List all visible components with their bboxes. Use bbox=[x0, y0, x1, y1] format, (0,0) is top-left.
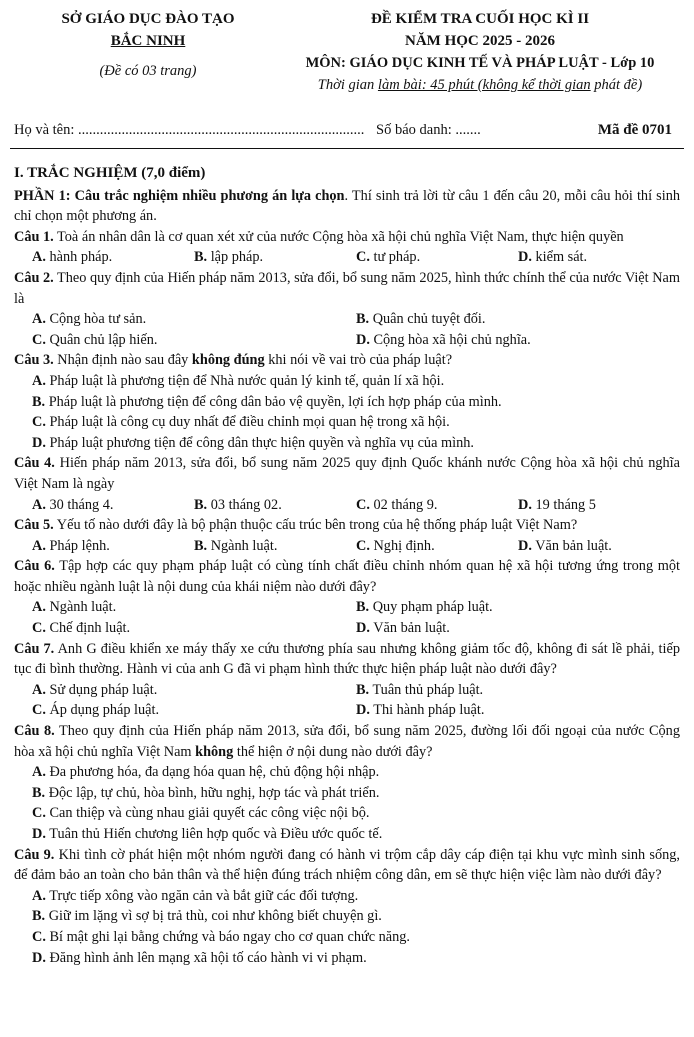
exam-body bbox=[14, 163, 680, 968]
section-title: I. TRẮC NGHIỆM (7,0 điểm) bbox=[14, 165, 206, 181]
time-suffix: phát đề) bbox=[590, 77, 643, 93]
question-text: Yếu tố nào dưới đây là bộ phận thuộc cấu trúc bên trong của hệ thống pháp luật Việt Nam? bbox=[53, 517, 578, 534]
option-d[interactable] bbox=[356, 618, 680, 639]
options-q6-row1 bbox=[14, 597, 680, 618]
option-c[interactable] bbox=[356, 536, 518, 557]
part1-label: PHẦN 1: Câu trắc nghiệm nhiều phương án lựa chọn bbox=[14, 187, 345, 204]
question-text: Toà án nhân dân là cơ quan xét xử của nước Cộng hòa xã hội chủ nghĩa Việt Nam, thực hiện quyền bbox=[53, 228, 624, 245]
part1-intro bbox=[14, 186, 680, 227]
option-key: D. bbox=[356, 702, 370, 719]
options-q6-row2 bbox=[14, 618, 680, 639]
question-number: Câu 4. bbox=[14, 455, 55, 472]
option-key: B. bbox=[194, 496, 208, 513]
option-text: Áp dụng pháp luật. bbox=[45, 702, 160, 719]
option-a[interactable] bbox=[14, 762, 680, 783]
option-text: Văn bản luật. bbox=[369, 620, 450, 637]
question-8 bbox=[14, 721, 680, 762]
exam-title: ĐỀ KIỂM TRA CUỐI HỌC KÌ II bbox=[370, 11, 590, 27]
option-b[interactable] bbox=[14, 783, 680, 804]
question-text: thể hiện ở nội dung nào dưới đây? bbox=[233, 743, 433, 760]
header-divider bbox=[10, 148, 684, 149]
option-text: Bí mật ghi lại bằng chứng và báo ngay cho cơ quan chức năng. bbox=[45, 928, 411, 945]
option-a[interactable] bbox=[32, 536, 194, 557]
option-key: B. bbox=[32, 393, 46, 410]
option-a[interactable] bbox=[32, 597, 356, 618]
option-d[interactable] bbox=[14, 948, 680, 969]
option-text: Thi hành pháp luật. bbox=[369, 702, 485, 719]
question-number: Câu 3. bbox=[14, 352, 54, 369]
option-text: Giữ im lặng vì sợ bị trả thù, coi như không biết chuyện gì. bbox=[45, 908, 382, 925]
option-b[interactable] bbox=[356, 680, 680, 701]
option-key: C. bbox=[356, 249, 370, 266]
option-key: B. bbox=[356, 599, 370, 616]
option-text: Quân chủ tuyệt đối. bbox=[369, 311, 486, 328]
option-text: Trực tiếp xông vào ngăn cản và bắt giữ các đối tượng. bbox=[45, 887, 359, 904]
option-text: 02 tháng 9. bbox=[369, 496, 438, 513]
option-key: D. bbox=[356, 620, 370, 637]
option-key: C. bbox=[32, 620, 46, 637]
option-d[interactable] bbox=[356, 700, 680, 721]
student-name-field[interactable]: Họ và tên: ............................................................................... bbox=[14, 122, 365, 138]
option-key: C. bbox=[32, 805, 46, 822]
option-text: Pháp luật là phương tiện để công dân bảo vệ quyền, lợi ích hợp pháp của mình. bbox=[45, 393, 502, 410]
option-text: Pháp luật là phương tiện để Nhà nước quản lý kinh tế, quản lí xã hội. bbox=[45, 372, 445, 389]
option-text: Pháp luật phương tiện để công dân thực hiện quyền và nghĩa vụ của mình. bbox=[45, 434, 474, 451]
question-emphasis: không bbox=[195, 743, 234, 760]
option-key: B. bbox=[32, 784, 46, 801]
option-text: 19 tháng 5 bbox=[531, 496, 596, 513]
page-count-note: (Đề có 03 trang) bbox=[99, 63, 197, 79]
province-name: BẮC NINH bbox=[110, 33, 186, 49]
option-a[interactable] bbox=[32, 247, 194, 268]
option-key: B. bbox=[356, 681, 370, 698]
header-right bbox=[280, 8, 680, 96]
option-text: 03 tháng 02. bbox=[207, 496, 282, 513]
option-text: Tuân thủ pháp luật. bbox=[369, 681, 484, 698]
option-key: A. bbox=[32, 599, 46, 616]
question-text: Khi tình cờ phát hiện một nhóm người đang có hành vi trộm cắp dây cáp điện tại khu vực mình sinh sống, để đảm bảo an toàn cho bản thân và thể hiện đúng trách nhiệm công dân, em sẽ thực hiện việc làm nào dưới đây? bbox=[14, 846, 680, 884]
option-a[interactable] bbox=[32, 495, 194, 516]
option-d[interactable] bbox=[356, 330, 680, 351]
option-key: D. bbox=[518, 537, 532, 554]
option-b[interactable] bbox=[194, 247, 356, 268]
option-b[interactable] bbox=[14, 392, 680, 413]
option-d[interactable] bbox=[14, 433, 680, 454]
option-key: D. bbox=[32, 949, 46, 966]
option-key: C. bbox=[32, 331, 46, 348]
question-2 bbox=[14, 268, 680, 309]
subject-line: MÔN: GIÁO DỤC KINH TẾ VÀ PHÁP LUẬT - Lớp 10 bbox=[305, 55, 655, 71]
option-text: Quy phạm pháp luật. bbox=[369, 599, 493, 616]
question-text: Theo quy định của Hiến pháp năm 2013, sửa đổi, bổ sung năm 2025, đường lối đối ngoại của nước Cộng hòa xã hội chủ nghĩa Việt Nam bbox=[14, 723, 680, 760]
option-key: A. bbox=[32, 681, 46, 698]
option-text: tư pháp. bbox=[369, 249, 421, 266]
options-q1 bbox=[14, 247, 680, 268]
option-text: Văn bản luật. bbox=[531, 537, 612, 554]
option-key: C. bbox=[356, 496, 370, 513]
question-text: Tập hợp các quy phạm pháp luật có cùng tính chất điều chỉnh nhóm quan hệ xã hội tương ứng trong một hoặc nhiều ngành luật là nội dung của khái niệm nào dưới đây? bbox=[14, 558, 680, 595]
option-d[interactable] bbox=[14, 824, 680, 845]
option-text: Chế định luật. bbox=[45, 620, 131, 637]
option-text: Đa phương hóa, đa dạng hóa quan hệ, chủ động hội nhập. bbox=[45, 764, 380, 781]
question-number: Câu 2. bbox=[14, 269, 54, 286]
option-key: D. bbox=[32, 434, 46, 451]
options-q2-row2 bbox=[14, 330, 680, 351]
option-c[interactable] bbox=[32, 330, 356, 351]
option-c[interactable] bbox=[356, 495, 518, 516]
question-text: khi nói về vai trò của pháp luật? bbox=[264, 352, 453, 369]
option-key: A. bbox=[32, 764, 46, 781]
option-key: D. bbox=[32, 826, 46, 842]
question-5 bbox=[14, 515, 680, 536]
option-text: Can thiệp và cùng nhau giải quyết các công việc nội bộ. bbox=[45, 805, 370, 822]
option-c[interactable] bbox=[14, 927, 680, 948]
option-text: Pháp lệnh. bbox=[45, 537, 110, 554]
option-a[interactable] bbox=[14, 371, 680, 392]
option-text: Tuân thủ Hiến chương liên hợp quốc và Điều ước quốc tế. bbox=[45, 826, 383, 842]
option-text: 30 tháng 4. bbox=[45, 496, 114, 513]
department-name: SỞ GIÁO DỤC ĐÀO TẠO bbox=[61, 11, 235, 27]
option-d[interactable] bbox=[518, 495, 680, 516]
option-text: Pháp luật là công cụ duy nhất để điều chỉnh mọi quan hệ trong xã hội. bbox=[45, 414, 450, 431]
question-text: Anh G điều khiển xe máy thấy xe cứu thương phía sau nhưng không giảm tốc độ, không đi sát lề phải, tiếp tục đi bình thường. Hành vi của anh G đã vi phạm hình thức thực hiện pháp luật nào dưới đây? bbox=[14, 640, 680, 678]
question-6 bbox=[14, 556, 680, 597]
option-b[interactable] bbox=[194, 495, 356, 516]
option-a[interactable] bbox=[32, 309, 356, 330]
option-key: C. bbox=[32, 414, 46, 431]
option-a[interactable] bbox=[14, 886, 680, 907]
option-c[interactable] bbox=[32, 700, 356, 721]
option-key: B. bbox=[32, 908, 46, 925]
question-3 bbox=[14, 350, 680, 371]
option-b[interactable] bbox=[14, 906, 680, 927]
question-number: Câu 6. bbox=[14, 558, 55, 575]
option-c[interactable] bbox=[14, 412, 680, 433]
option-text: hành pháp. bbox=[45, 249, 113, 266]
question-number: Câu 8. bbox=[14, 723, 55, 740]
question-number: Câu 9. bbox=[14, 846, 55, 863]
options-q2-row1 bbox=[14, 309, 680, 330]
option-c[interactable] bbox=[356, 247, 518, 268]
option-b[interactable] bbox=[356, 597, 680, 618]
option-b[interactable] bbox=[194, 536, 356, 557]
question-number: Câu 1. bbox=[14, 228, 54, 245]
option-text: Nghị định. bbox=[369, 537, 435, 554]
question-1 bbox=[14, 227, 680, 248]
option-b[interactable] bbox=[356, 309, 680, 330]
option-key: C. bbox=[32, 702, 46, 719]
option-text: Cộng hòa xã hội chủ nghĩa. bbox=[369, 331, 531, 348]
header-left bbox=[28, 8, 268, 82]
option-text: Cộng hòa tư sản. bbox=[45, 311, 147, 328]
option-key: A. bbox=[32, 249, 46, 266]
option-text: Độc lập, tự chủ, hòa bình, hữu nghị, hợp tác và phát triển. bbox=[45, 784, 380, 801]
question-4 bbox=[14, 453, 680, 494]
option-c[interactable] bbox=[32, 618, 356, 639]
option-text: Sử dụng pháp luật. bbox=[45, 681, 158, 698]
option-a[interactable] bbox=[32, 680, 356, 701]
question-9 bbox=[14, 845, 680, 886]
time-main: làm bài: 45 phút (không kể thời gian bbox=[377, 77, 591, 93]
part1-instruction: . Thí sinh trả lời từ câu 1 đến câu 20, mỗi câu hỏi thí sinh chỉ chọn một phương án. bbox=[14, 187, 680, 225]
option-key: C. bbox=[356, 537, 370, 554]
option-key: A. bbox=[32, 496, 46, 513]
option-key: B. bbox=[356, 311, 370, 328]
option-key: B. bbox=[194, 249, 208, 266]
option-key: A. bbox=[32, 372, 46, 389]
question-text: Nhận định nào sau đây bbox=[53, 352, 192, 369]
option-text: Đăng hình ảnh lên mạng xã hội tố cáo hành vi vi phạm. bbox=[45, 949, 367, 966]
option-d[interactable] bbox=[518, 536, 680, 557]
option-text: Ngành luật. bbox=[207, 537, 278, 554]
question-number: Câu 7. bbox=[14, 640, 55, 657]
question-emphasis: không đúng bbox=[191, 352, 265, 369]
option-key: C. bbox=[32, 928, 46, 945]
options-q5 bbox=[14, 536, 680, 557]
exam-code: Mã đề 0701 bbox=[597, 122, 672, 138]
option-key: B. bbox=[194, 537, 208, 554]
time-line bbox=[280, 74, 680, 96]
question-text: Theo quy định của Hiến pháp năm 2013, sửa đổi, bổ sung năm 2025, hình thức chính thể của nước Việt Nam là bbox=[14, 269, 680, 307]
student-info bbox=[14, 120, 680, 141]
question-number: Câu 5. bbox=[14, 517, 54, 534]
option-key: D. bbox=[518, 249, 532, 266]
option-key: A. bbox=[32, 887, 46, 904]
school-year: NĂM HỌC 2025 - 2026 bbox=[405, 33, 555, 49]
question-text: Hiến pháp năm 2013, sửa đổi, bổ sung năm 2025 quy định Quốc khánh nước Cộng hòa xã hội chủ nghĩa Việt Nam là ngày bbox=[14, 455, 680, 492]
time-prefix: Thời gian bbox=[317, 77, 378, 93]
option-text: Ngành luật. bbox=[45, 599, 117, 616]
option-key: A. bbox=[32, 537, 46, 554]
question-7 bbox=[14, 639, 680, 680]
option-key: A. bbox=[32, 311, 46, 328]
option-text: Quân chủ lập hiến. bbox=[45, 331, 158, 348]
option-text: lập pháp. bbox=[207, 249, 264, 266]
student-id-field[interactable]: Số báo danh: ....... bbox=[376, 122, 481, 138]
options-q7-row2 bbox=[14, 700, 680, 721]
option-c[interactable] bbox=[14, 803, 680, 824]
option-text: kiểm sát. bbox=[531, 249, 588, 266]
options-q4 bbox=[14, 495, 680, 516]
option-key: D. bbox=[356, 331, 370, 348]
options-q7-row1 bbox=[14, 680, 680, 701]
option-d[interactable] bbox=[518, 247, 680, 268]
option-key: D. bbox=[518, 496, 532, 513]
